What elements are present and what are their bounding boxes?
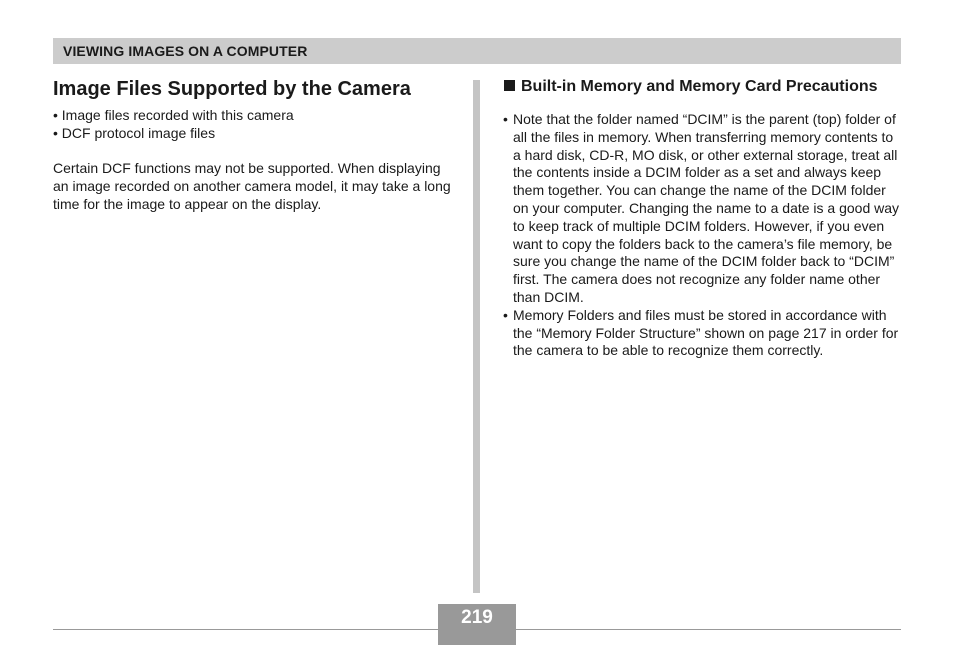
- section-header-bar: [53, 38, 901, 64]
- section-title: Image Files Supported by the Camera: [53, 78, 411, 100]
- bullet-icon: •: [503, 111, 508, 127]
- black-square-icon: [504, 80, 515, 91]
- dcf-note-paragraph: Certain DCF functions may not be supported. When displaying an image recorded on another camera model, it may take a long time for the image to appear on the display.: [53, 160, 451, 212]
- precautions-heading-text: Built-in Memory and Memory Card Precautions: [521, 78, 878, 95]
- precautions-heading: [503, 76, 903, 97]
- bullet-icon: •: [503, 306, 508, 323]
- precautions-list: [503, 111, 903, 360]
- right-column: [503, 76, 903, 360]
- section-header-title: VIEWING IMAGES ON A COMPUTER: [63, 43, 308, 59]
- page-number: 219: [461, 607, 493, 628]
- page-number-box: [438, 604, 516, 645]
- list-item: [503, 111, 903, 307]
- list-item-text: Memory Folders and files must be stored in accordance with the “Memory Folder Structure” shown on page 217 in order for the camera to be able to recognize them correctly.: [513, 306, 899, 359]
- list-item: • Image files recorded with this camera: [53, 107, 294, 123]
- column-divider: [473, 80, 480, 593]
- left-column: [53, 76, 453, 213]
- list-item: • DCF protocol image files: [53, 125, 216, 141]
- list-item-text: Note that the folder named “DCIM” is the parent (top) folder of all the files in memory. When transferring memory contents to a hard disk, CD-R, MO disk, or other external storage, treat all the contents inside a DCIM folder as a set and always keep them together. You can change the name of the DCIM folder on your computer. Changing the name to a date is a good way to keep track of multiple DCIM folders. However, if you even want to copy the folders back to the camera’s file memory, be sure you change the name of the DCIM folder back to “DCIM” first. The camera does not recognize any folder name other than DCIM.: [513, 111, 900, 305]
- list-item: [503, 307, 903, 360]
- supported-files-list: [53, 106, 453, 142]
